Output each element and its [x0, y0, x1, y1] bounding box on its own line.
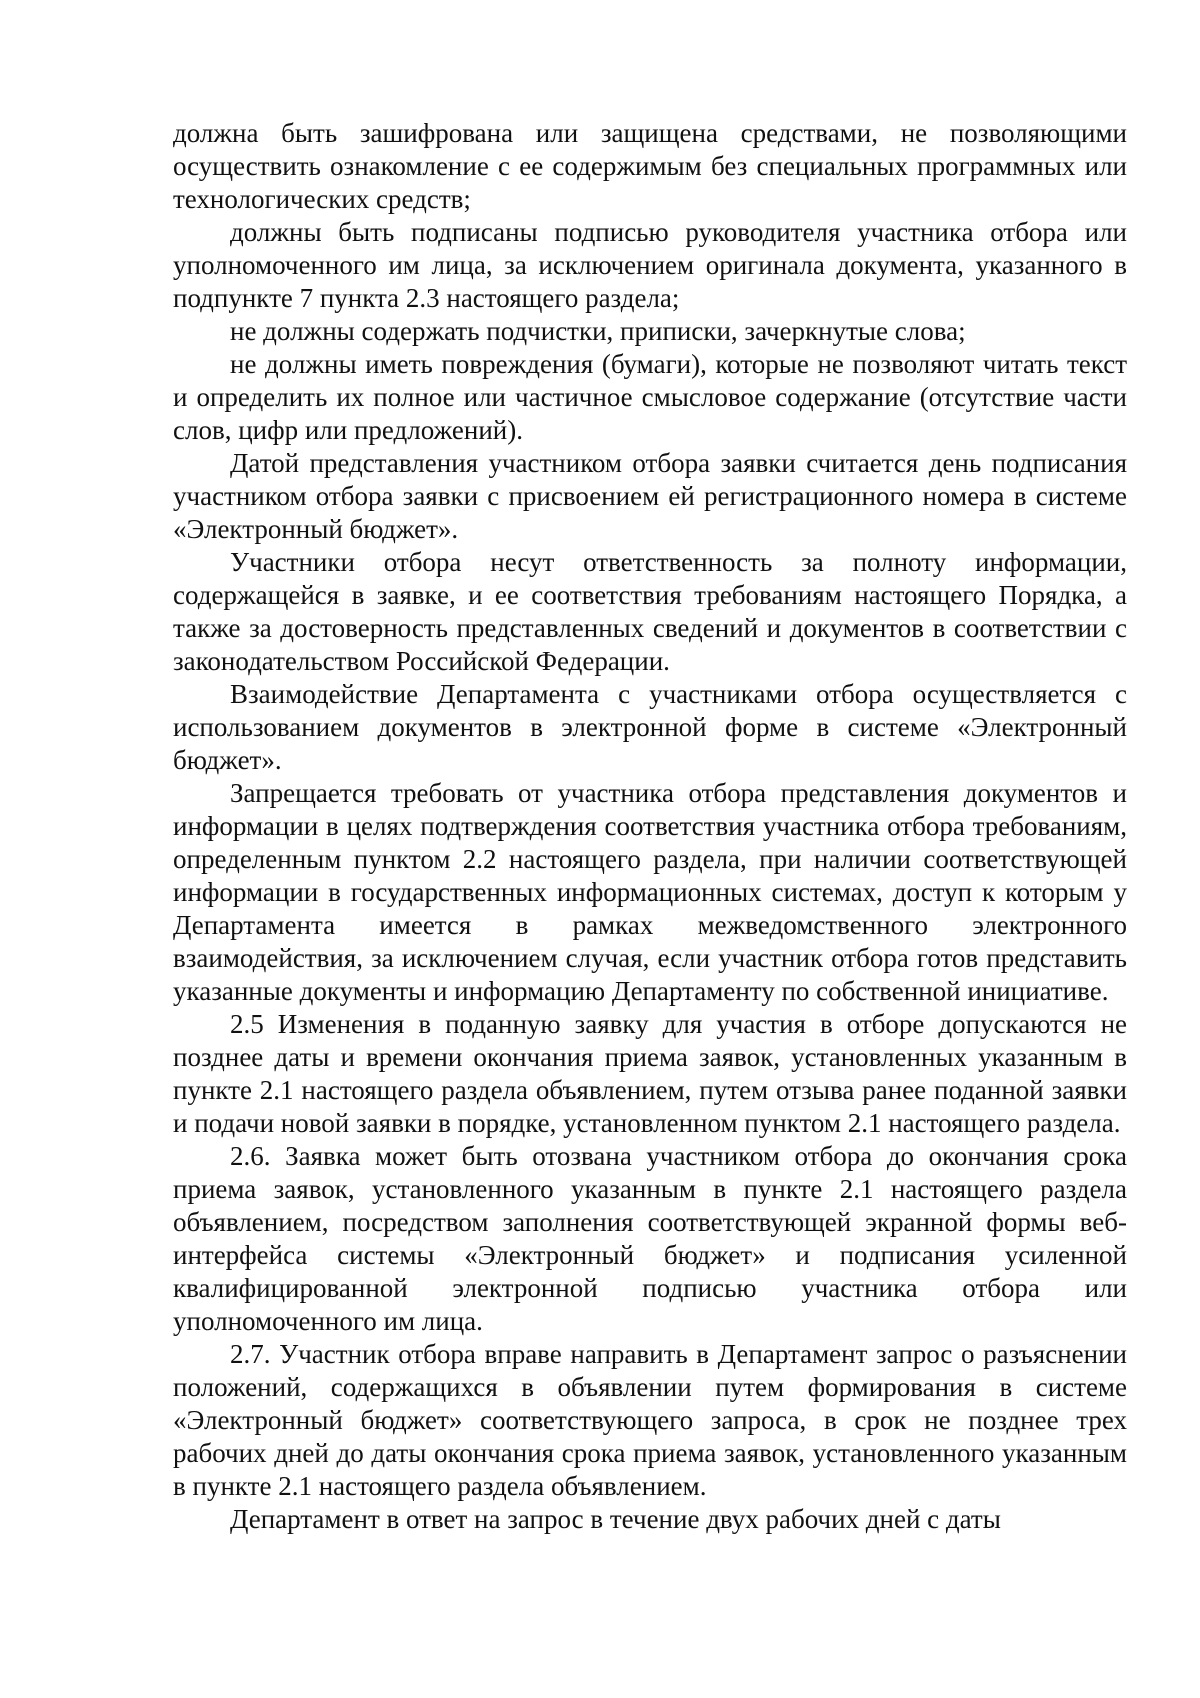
paragraph-responsibility: Участники отбора несут ответственность за полноту информации, содержащейся в заявке, и ее соответствия требованиям настоящего Порядка, а также за достоверность представленных сведений и документов в соответствии с законодательством Российской Федерации.	[173, 547, 1127, 676]
paragraph-section-2-7: 2.7. Участник отбора вправе направить в Департамент запрос о разъяснении положений, содержащихся в объявлении путем формирования в системе «Электронный бюджет» соответствующего запроса, в срок не позднее трех рабочих дней до даты окончания срока приема заявок, установленного указанным в пункте 2.1 настоящего раздела объявлением.	[173, 1339, 1127, 1501]
paragraph-signature-requirement: должны быть подписаны подписью руководителя участника отбора или уполномоченного им лица, за исключением оригинала документа, указанного в подпункте 7 пункта 2.3 настоящего раздела;	[173, 217, 1127, 313]
paragraph-no-erasures: не должны содержать подчистки, приписки, зачеркнутые слова;	[230, 316, 966, 346]
paragraph-section-2-6: 2.6. Заявка может быть отозвана участником отбора до окончания срока приема заявок, установленного указанным в пункте 2.1 настоящего раздела объявлением, посредством заполнения соответствующей экранной формы веб-интерфейса системы «Электронный бюджет» и подписания усиленной квалифицированной электронной подписью участника отбора или уполномоченного им лица.	[173, 1141, 1127, 1336]
paragraph-prohibition: Запрещается требовать от участника отбора представления документов и информации в целях подтверждения соответствия участника отбора требованиям, определенным пунктом 2.2 настоящего раздела, при наличии соответствующей информации в государственных информационных системах, доступ к которым у Департамента имеется в рамках межведомственного электронного взаимодействия, за исключением случая, если участник отбора готов представить указанные документы и информацию Департаменту по собственной инициативе.	[173, 778, 1127, 1006]
paragraph-submission-date: Датой представления участником отбора заявки считается день подписания участником отбора заявки с присвоением ей регистрационного номера в системе «Электронный бюджет».	[173, 448, 1127, 544]
paragraph-interaction: Взаимодействие Департамента с участниками отбора осуществляется с использованием документов в электронной форме в системе «Электронный бюджет».	[173, 679, 1127, 775]
paragraph-continuation: должна быть зашифрована или защищена средствами, не позволяющими осуществить ознакомление с ее содержимым без специальных программных или технологических средств;	[173, 118, 1127, 214]
paragraph-department-response: Департамент в ответ на запрос в течение двух рабочих дней с даты	[230, 1504, 1001, 1534]
paragraph-no-damage: не должны иметь повреждения (бумаги), которые не позволяют читать текст и определить их полное или частичное смысловое содержание (отсутствие части слов, цифр или предложений).	[173, 349, 1127, 445]
document-page	[173, 117, 1127, 1536]
paragraph-section-2-5: 2.5 Изменения в поданную заявку для участия в отборе допускаются не позднее даты и времени окончания приема заявок, установленных указанным в пункте 2.1 настоящего раздела объявлением, путем отзыва ранее поданной заявки и подачи новой заявки в порядке, установленном пунктом 2.1 настоящего раздела.	[173, 1009, 1127, 1138]
